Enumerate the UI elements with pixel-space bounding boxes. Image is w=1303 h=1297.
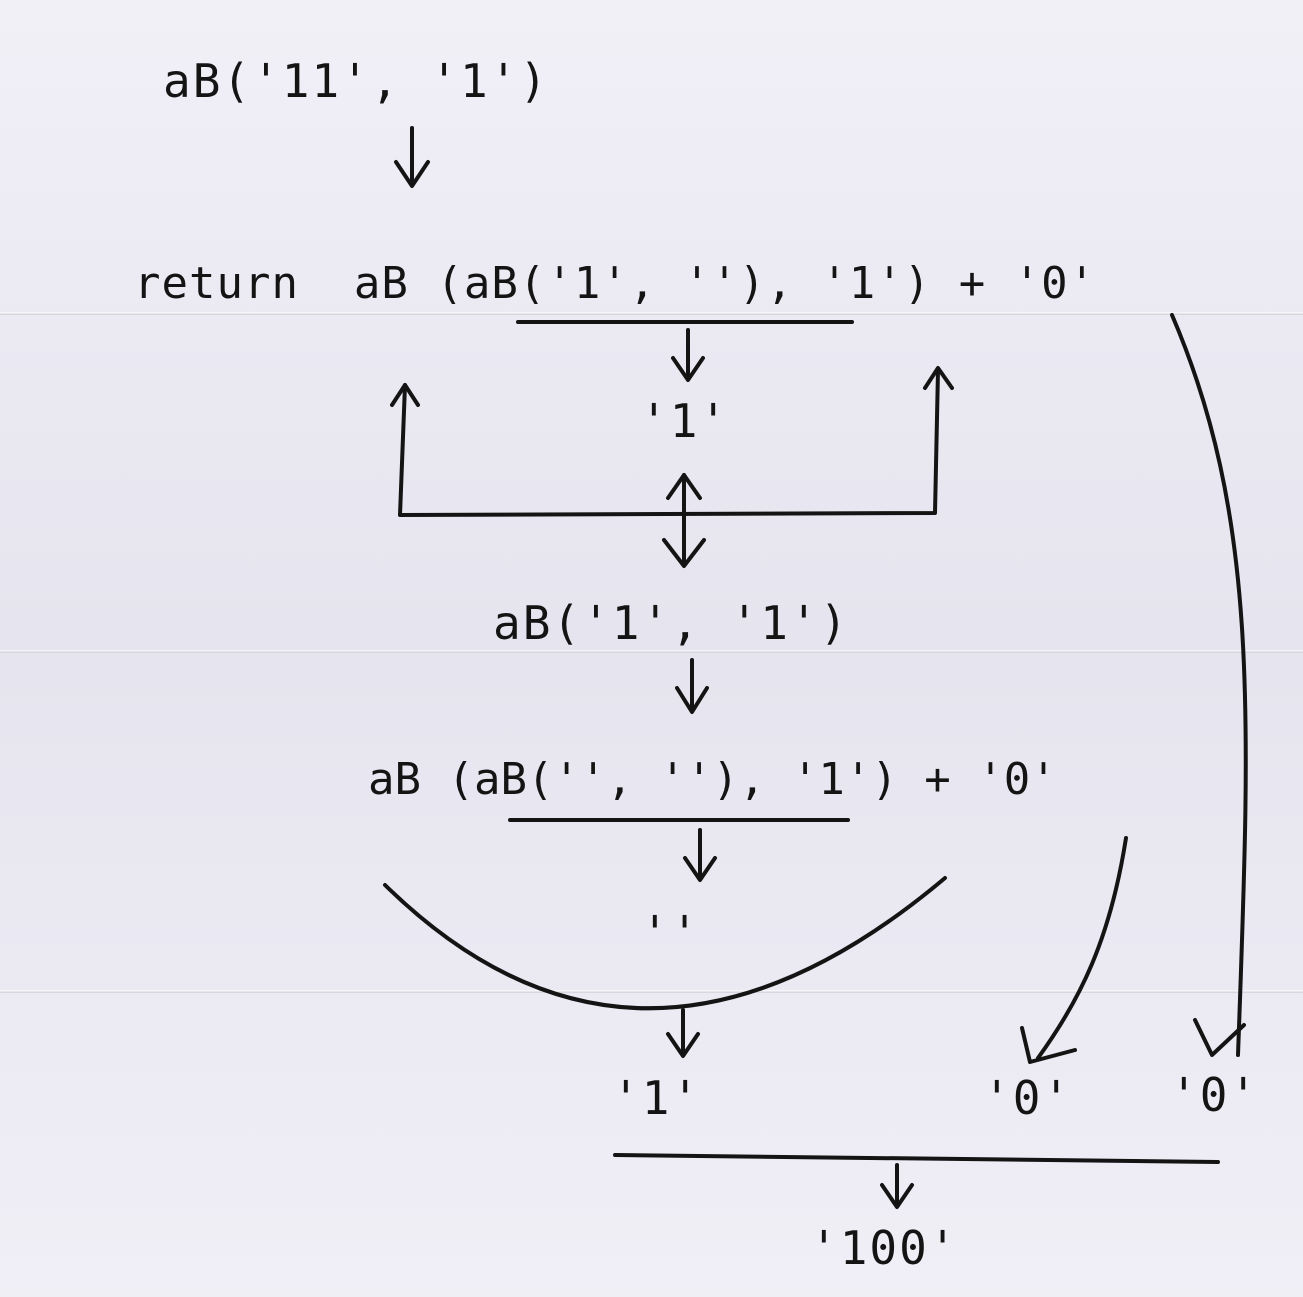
result-zero-a-label: '0' (983, 1071, 1073, 1125)
final-result-label: '100' (810, 1221, 959, 1275)
top-call-label: aB('11', '1') (163, 54, 550, 108)
return-line-label: return aB (aB('1', ''), '1') + '0' (134, 258, 1097, 309)
second-call-label: aB('1', '1') (493, 596, 850, 650)
inner-result-2-label: '' (641, 906, 701, 960)
underline-final-sum (615, 1155, 1218, 1162)
result-zero-b-label: '0' (1170, 1068, 1260, 1122)
second-expr-label: aB (aB('', ''), '1') + '0' (368, 754, 1057, 805)
arrow-second-zero-path (1038, 838, 1126, 1058)
arrow-first-zero-path (1172, 315, 1246, 1055)
result-one-label: '1' (612, 1071, 702, 1125)
inner-result-1-label: '1' (640, 394, 730, 448)
